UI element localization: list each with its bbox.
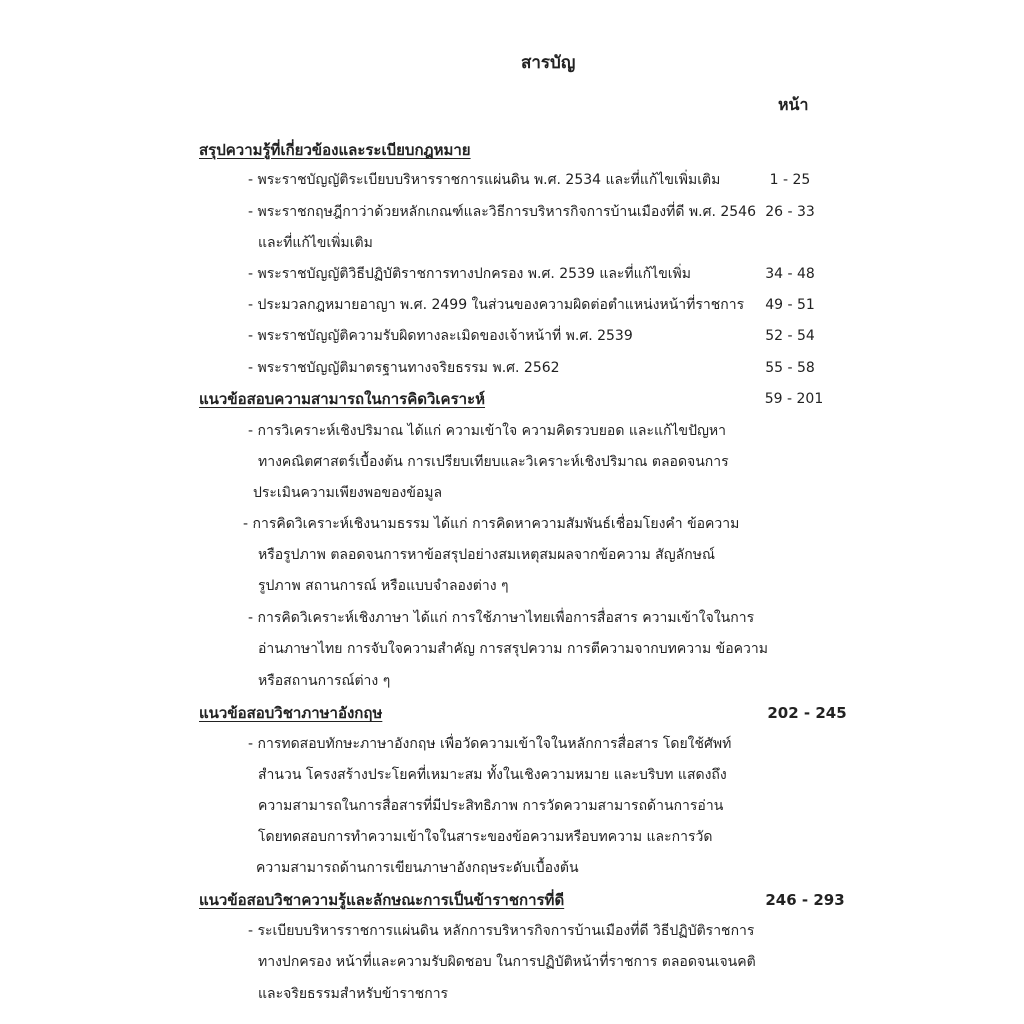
section-heading: สรุปความรู้ที่เกี่ยวข้องและระเบียบกฎหมาย (199, 141, 471, 159)
toc-item-line: และที่แก้ไขเพิ่มเติม (258, 235, 373, 251)
page-range: 49 - 51 (765, 297, 815, 313)
page-range: 52 - 54 (765, 328, 815, 344)
toc-item-line: - พระราชบัญญัติมาตรฐานทางจริยธรรม พ.ศ. 2562 (248, 360, 560, 376)
page-column-label: หน้า (778, 95, 809, 114)
toc-item-line: หรือสถานการณ์ต่าง ๆ (258, 673, 391, 689)
section-heading: แนวข้อสอบความสามารถในการคิดวิเคราะห์ (199, 390, 486, 408)
page-range: 55 - 58 (765, 360, 815, 376)
section-heading: แนวข้อสอบวิชาความรู้และลักษณะการเป็นข้าราชการที่ดี (199, 891, 565, 909)
toc-item-line: สำนวน โครงสร้างประโยคที่เหมาะสม ทั้งในเชิงความหมาย และบริบท แสดงถึง (258, 767, 727, 783)
section-heading: แนวข้อสอบวิชาภาษาอังกฤษ (199, 704, 383, 722)
toc-item-line: - พระราชกฤษฎีกาว่าด้วยหลักเกณฑ์และวิธีการบริหารกิจการบ้านเมืองที่ดี พ.ศ. 2546 (248, 204, 756, 220)
toc-item-line: - การวิเคราะห์เชิงปริมาณ ได้แก่ ความเข้าใจ ความคิดรวบยอด และแก้ไขปัญหา (248, 423, 726, 439)
page-range: 34 - 48 (765, 266, 815, 282)
toc-item-line: - การคิดวิเคราะห์เชิงภาษา ได้แก่ การใช้ภาษาไทยเพื่อการสื่อสาร ความเข้าใจในการ (248, 610, 755, 626)
toc-item-line: รูปภาพ สถานการณ์ หรือแบบจำลองต่าง ๆ (258, 578, 509, 594)
page-range: 202 - 245 (767, 704, 847, 722)
toc-item-line: ความสามารถในการสื่อสารที่มีประสิทธิภาพ การวัดความสามารถด้านการอ่าน (258, 798, 724, 814)
toc-item-line: - พระราชบัญญัติวิธีปฏิบัติราชการทางปกครอง พ.ศ. 2539 และที่แก้ไขเพิ่ม (248, 266, 692, 282)
toc-item-line: - ระเบียบบริหารราชการแผ่นดิน หลักการบริหารกิจการบ้านเมืองที่ดี วิธีปฏิบัติราชการ (248, 923, 755, 939)
toc-item-line: อ่านภาษาไทย การจับใจความสำคัญ การสรุปความ การตีความจากบทความ ข้อความ (258, 641, 768, 657)
toc-item-line: - พระราชบัญญัติระเบียบบริหารราชการแผ่นดิน พ.ศ. 2534 และที่แก้ไขเพิ่มเติม (248, 172, 721, 188)
toc-item-line: - การคิดวิเคราะห์เชิงนามธรรม ได้แก่ การคิดหาความสัมพันธ์เชื่อมโยงคำ ข้อความ (243, 516, 740, 532)
toc-item-line: และจริยธรรมสำหรับข้าราชการ (258, 986, 449, 1002)
toc-item-line: ทางปกครอง หน้าที่และความรับผิดชอบ ในการปฏิบัติหน้าที่ราชการ ตลอดจนเจนคติ (258, 954, 756, 970)
toc-item-line: หรือรูปภาพ ตลอดจนการหาข้อสรุปอย่างสมเหตุสมผลจากข้อความ สัญลักษณ์ (258, 547, 715, 563)
page-range: 26 - 33 (765, 204, 815, 220)
toc-item-line: ประเมินความเพียงพอของข้อมูล (253, 485, 443, 501)
page-range: 246 - 293 (765, 891, 845, 909)
toc-item-line: - ประมวลกฎหมายอาญา พ.ศ. 2499 ในส่วนของความผิดต่อตำแหน่งหน้าที่ราชการ (248, 297, 745, 313)
page-title: สารบัญ (521, 53, 576, 73)
toc-item-line: - พระราชบัญญัติความรับผิดทางละเมิดของเจ้าหน้าที่ พ.ศ. 2539 (248, 328, 633, 344)
page-range: 59 - 201 (764, 391, 824, 407)
toc-item-line: ความสามารถด้านการเขียนภาษาอังกฤษระดับเบื้องต้น (256, 860, 579, 876)
toc-item-line: ทางคณิตศาสตร์เบื้องต้น การเปรียบเทียบและวิเคราะห์เชิงปริมาณ ตลอดจนการ (258, 454, 729, 470)
page-range: 1 - 25 (769, 172, 811, 188)
toc-item-line: โดยทดสอบการทำความเข้าใจในสาระของข้อความหรือบทความ และการวัด (258, 829, 713, 845)
toc-item-line: - การทดสอบทักษะภาษาอังกฤษ เพื่อวัดความเข้าใจในหลักการสื่อสาร โดยใช้ศัพท์ (248, 736, 732, 752)
